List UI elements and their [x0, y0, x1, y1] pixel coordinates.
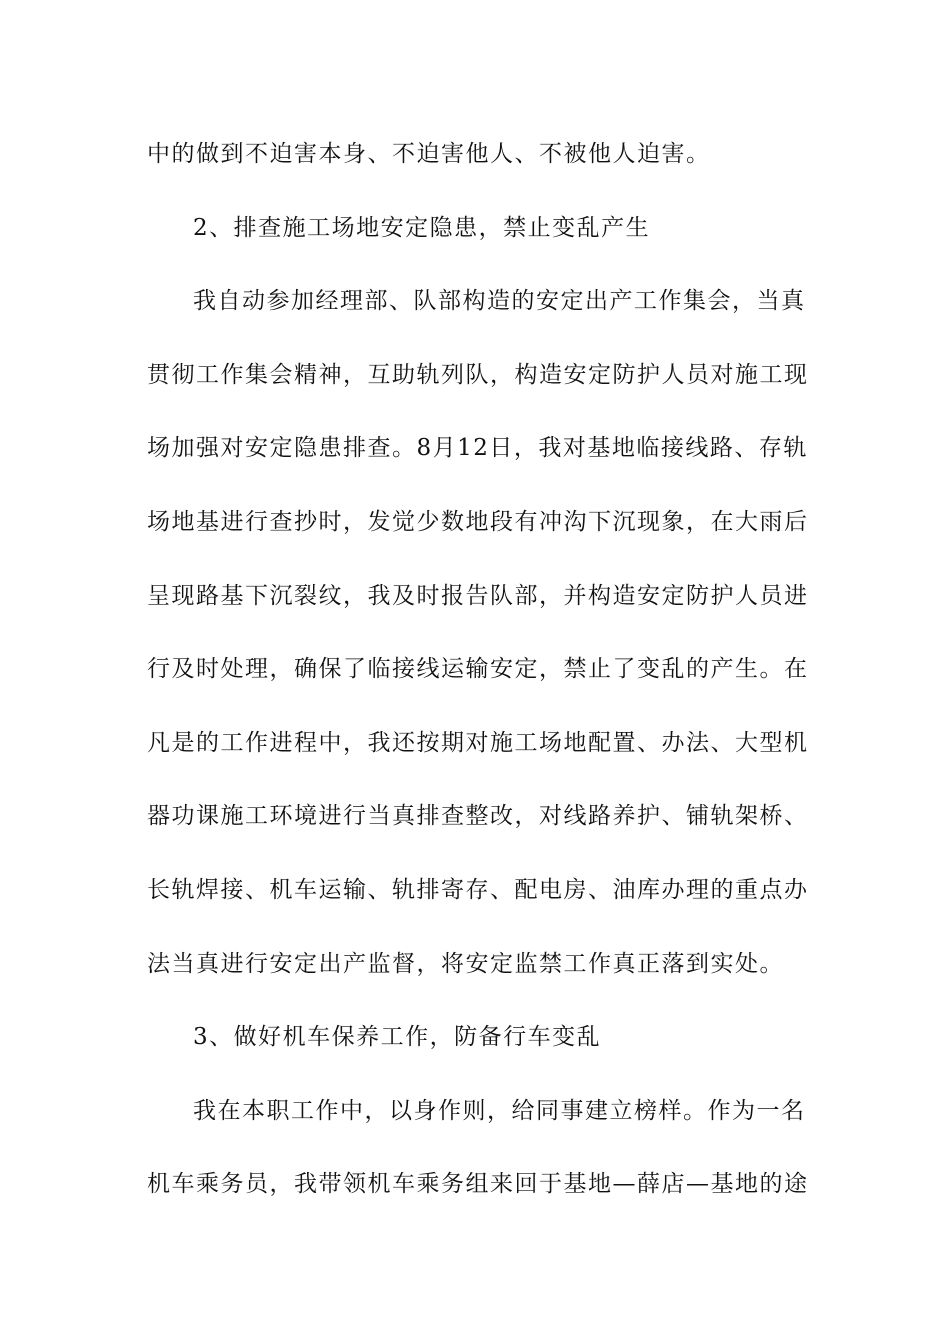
- text-line-continuation: 中的做到不迫害本身、不迫害他人、不被他人迫害。: [147, 141, 711, 167]
- paragraph-line: 机车乘务员，我带领机车乘务组来回于基地—薛店—基地的途: [147, 1171, 809, 1198]
- paragraph-line: 凡是的工作进程中，我还按期对施工场地配置、办法、大型机: [147, 729, 809, 756]
- paragraph-line: 场地基进行查抄时，发觉少数地段有冲沟下沉现象，在大雨后: [147, 508, 809, 535]
- body-text: [147, 128, 809, 1232]
- section-heading-3: 3、做好机车保养工作，防备行车变乱: [193, 1024, 602, 1051]
- paragraph-line: 器功课施工环境进行当真排查整改，对线路养护、铺轨架桥、: [147, 803, 809, 830]
- paragraph-line: 贯彻工作集会精神，互助轨列队，构造安定防护人员对施工现: [147, 361, 809, 388]
- paragraph-line: 呈现路基下沉裂纹，我及时报告队部，并构造安定防护人员进: [147, 582, 809, 609]
- paragraph-line: 法当真进行安定出产监督，将安定监禁工作真正落到实处。: [147, 950, 784, 977]
- paragraph-line: 我在本职工作中，以身作则，给同事建立榜样。作为一名: [193, 1097, 806, 1124]
- paragraph-line: 场加强对安定隐患排查。8月12日，我对基地临接线路、存轨: [147, 435, 808, 462]
- paragraph-line: 行及时处理，确保了临接线运输安定，禁止了变乱的产生。在: [147, 656, 809, 683]
- paragraph-line: 我自动参加经理部、队部构造的安定出产工作集会，当真: [193, 288, 806, 315]
- paragraph-line: 长轨焊接、机车运输、轨排寄存、配电房、油库办理的重点办: [147, 876, 809, 903]
- section-heading-2: 2、排查施工场地安定隐患，禁止变乱产生: [193, 214, 651, 241]
